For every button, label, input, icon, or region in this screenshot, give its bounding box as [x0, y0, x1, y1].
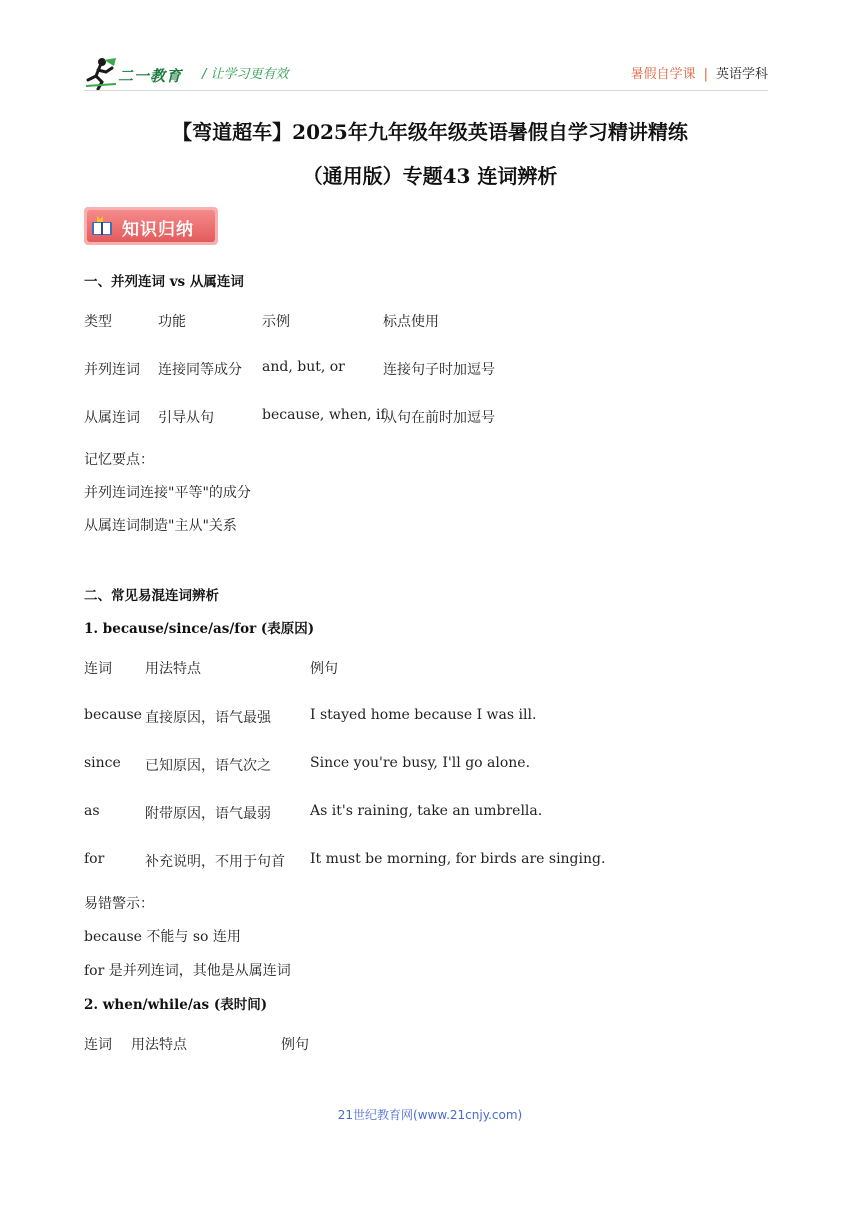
- table-header-cell: 连词: [84, 661, 112, 677]
- table-header-cell: 例句: [310, 661, 338, 677]
- memo-line: 从属连词制造"主从"关系: [84, 518, 237, 534]
- table-header-cell: 用法特点: [131, 1037, 187, 1053]
- logo-text: 二一教育: [118, 67, 183, 85]
- warning-line: because 不能与 so 连用: [84, 929, 241, 945]
- logo: [84, 56, 192, 90]
- runner-logo-icon: [84, 56, 118, 90]
- table-header-cell: 例句: [281, 1037, 309, 1053]
- header-divider: [84, 90, 768, 91]
- knowledge-summary-badge: [84, 207, 218, 245]
- header-separator: |: [703, 67, 708, 82]
- book-icon: [91, 216, 113, 236]
- table-cell: 并列连词: [84, 362, 140, 378]
- table-header-cell: 类型: [84, 314, 112, 330]
- table-cell: Since you're busy, I'll go alone.: [310, 755, 531, 771]
- table-cell: as: [84, 803, 100, 819]
- table-header-cell: 连词: [84, 1037, 112, 1053]
- table-cell: 补充说明，不用于句首: [145, 854, 285, 870]
- table-cell: because: [84, 707, 142, 723]
- table-cell: 从属连词: [84, 410, 140, 426]
- header-course: 暑假自学课: [630, 67, 696, 82]
- memo-title: 记忆要点：: [84, 452, 154, 468]
- table-cell: 已知原因，语气次之: [145, 758, 271, 774]
- table-cell: 直接原因，语气最强: [145, 710, 271, 726]
- header-subject: 英语学科: [715, 67, 768, 82]
- table-cell: 引导从句: [158, 410, 214, 426]
- header-slogan: / 让学习更有效: [202, 67, 289, 82]
- warning-title: 易错警示：: [84, 896, 154, 912]
- table-cell: 连接句子时加逗号: [383, 362, 495, 378]
- table-cell: It must be morning, for birds are singing.: [310, 851, 606, 867]
- subsection1-heading: 1. because/since/as/for (表原因): [84, 621, 315, 637]
- table-cell: 附带原因，语气最弱: [145, 806, 271, 822]
- page-footer: 21世纪教育网(www.21cnjy.com): [337, 1108, 523, 1122]
- table-cell: 连接同等成分: [158, 362, 242, 378]
- table-header-cell: 功能: [158, 314, 186, 330]
- header-course-info: [631, 63, 768, 82]
- section1-heading: 一、并列连词 vs 从属连词: [84, 274, 244, 290]
- badge-label: 知识归纳: [122, 220, 194, 240]
- table-cell: and, but, or: [262, 359, 345, 375]
- table-header-cell: 用法特点: [145, 661, 201, 677]
- table-header-cell: 示例: [262, 314, 290, 330]
- subsection2-heading: 2. when/while/as (表时间): [84, 997, 268, 1013]
- warning-line: for 是并列连词，其他是从属连词: [84, 963, 291, 979]
- section2-heading: 二、常见易混连词辨析: [84, 588, 219, 604]
- page-header: [84, 56, 768, 90]
- table-cell: 从句在前时加逗号: [383, 410, 495, 426]
- table-cell: I stayed home because I was ill.: [310, 707, 537, 723]
- table-cell: because, when, if: [262, 407, 386, 423]
- page-title-line1: 【弯道超车】2025年九年级年级英语暑假自学习精讲精练: [172, 120, 688, 144]
- memo-line: 并列连词连接"平等"的成分: [84, 485, 251, 501]
- table-cell: for: [84, 851, 105, 867]
- table-cell: since: [84, 755, 121, 771]
- table-header-cell: 标点使用: [383, 314, 439, 330]
- table-cell: As it's raining, take an umbrella.: [310, 803, 543, 819]
- page-title-line2: （通用版）专题43 连词辨析: [302, 164, 558, 188]
